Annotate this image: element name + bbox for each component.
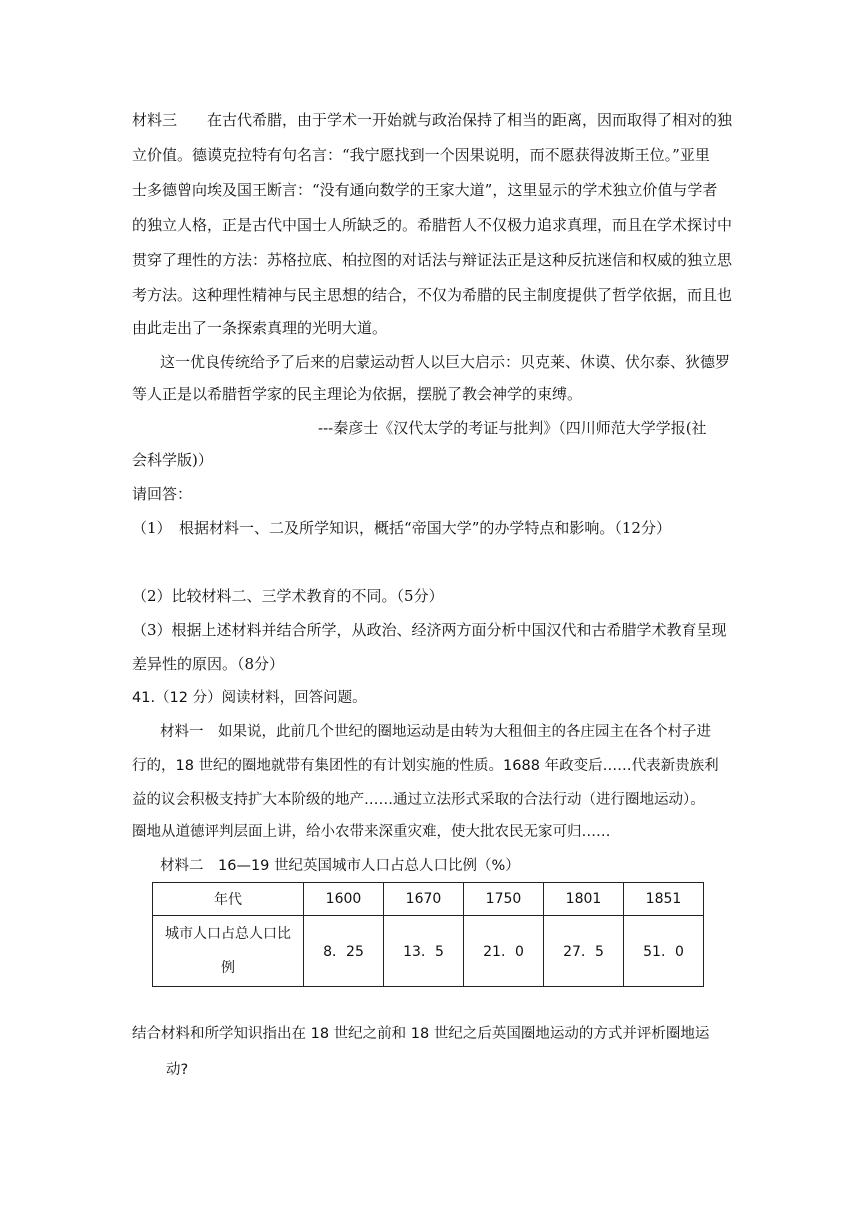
table-row-label: [153, 916, 304, 987]
table-cell: 8．25: [304, 916, 384, 987]
table-header-row: [153, 883, 704, 916]
table-cell: 27．5: [544, 916, 624, 987]
final-question-cont: 动?: [166, 1062, 189, 1078]
material-1-line: 益的议会积极支持扩大本阶级的地产……通过立法形式采取的合法行动（进行圈地运动）。: [132, 792, 705, 808]
text-line: 等人正是以希腊哲学家的民主理论为依据，摆脱了教会神学的束缚。: [132, 385, 583, 403]
table-year: 1851: [624, 883, 704, 916]
row-label-line: 城市人口占总人口比: [165, 926, 291, 942]
material-1-line: 行的，18 世纪的圈地就带有集团性的有计划实施的性质。1688 年政变后……代表新贵族利: [132, 758, 719, 774]
text-line: 士多德曾向埃及国王断言：“没有通向数学的王家大道”，这里显示的学术独立价值与学者: [132, 181, 718, 199]
text-line: 由此走出了一条探索真理的光明大道。: [132, 319, 388, 337]
text-line: 立价值。德谟克拉特有句名言：“我宁愿找到一个因果说明，而不愿获得波斯王位。”亚里: [132, 146, 710, 164]
table-cell: 51．0: [624, 916, 704, 987]
final-question: 结合材料和所学知识指出在 18 世纪之前和 18 世纪之后英国圈地运动的方式并评析圈地运: [132, 1026, 710, 1042]
table-year: 1801: [544, 883, 624, 916]
prompt-line: 请回答：: [132, 485, 193, 503]
question-3-cont: 差异性的原因。（8分）: [132, 655, 285, 673]
text-line: 贯穿了理性的方法：苏格拉底、柏拉图的对话法与辩证法正是这种反抗迷信和权威的独立思: [132, 251, 733, 269]
population-table: [152, 882, 704, 987]
citation-line: ---秦彦士《汉代太学的考证与批判》（四川师范大学学报(社: [318, 419, 707, 437]
table-data-row: [153, 916, 704, 987]
question-3: （3）根据上述材料并结合所学，从政治、经济两方面分析中国汉代和古希腊学术教育呈现: [132, 621, 727, 639]
citation-line: 会科学版)）: [132, 451, 213, 469]
text-line: 的独立人格，正是古代中国士人所缺乏的。希腊哲人不仅极力追求真理，而且在学术探讨中: [132, 216, 733, 234]
material-1-line: 材料一 如果说，此前几个世纪的圈地运动是由转为大租佃主的各庄园主在各个村子进: [160, 724, 711, 740]
table-year: 1750: [464, 883, 544, 916]
material-1-line: 圈地从道德评判层面上讲，给小农带来深重灾难，使大批农民无家可归……: [132, 824, 611, 840]
table-header-label: 年代: [153, 883, 304, 916]
table-year: 1670: [384, 883, 464, 916]
text-line: 考方法。这种理性精神与民主思想的结合，不仅为希腊的民主制度提供了哲学依据，而且也: [132, 286, 733, 304]
text-line: 材料三 在古代希腊，由于学术一开始就与政治保持了相当的距离，因而取得了相对的独: [132, 111, 733, 129]
question-41: 41.（12 分）阅读材料，回答问题。: [132, 690, 367, 706]
question-2: （2）比较材料二、三学术教育的不同。（5分）: [132, 587, 444, 605]
table-caption: 材料二 16—19 世纪英国城市人口占总人口比例（%）: [160, 858, 520, 874]
question-1: （1） 根据材料一、二及所学知识，概括“帝国大学”的办学特点和影响。（12分）: [132, 519, 671, 537]
table-cell: 21．0: [464, 916, 544, 987]
table-year: 1600: [304, 883, 384, 916]
text-line: 这一优良传统给予了后来的启蒙运动哲人以巨大启示：贝克莱、休谟、伏尔泰、狄德罗: [160, 353, 731, 371]
row-label-line: 例: [221, 960, 235, 976]
table-cell: 13．5: [384, 916, 464, 987]
